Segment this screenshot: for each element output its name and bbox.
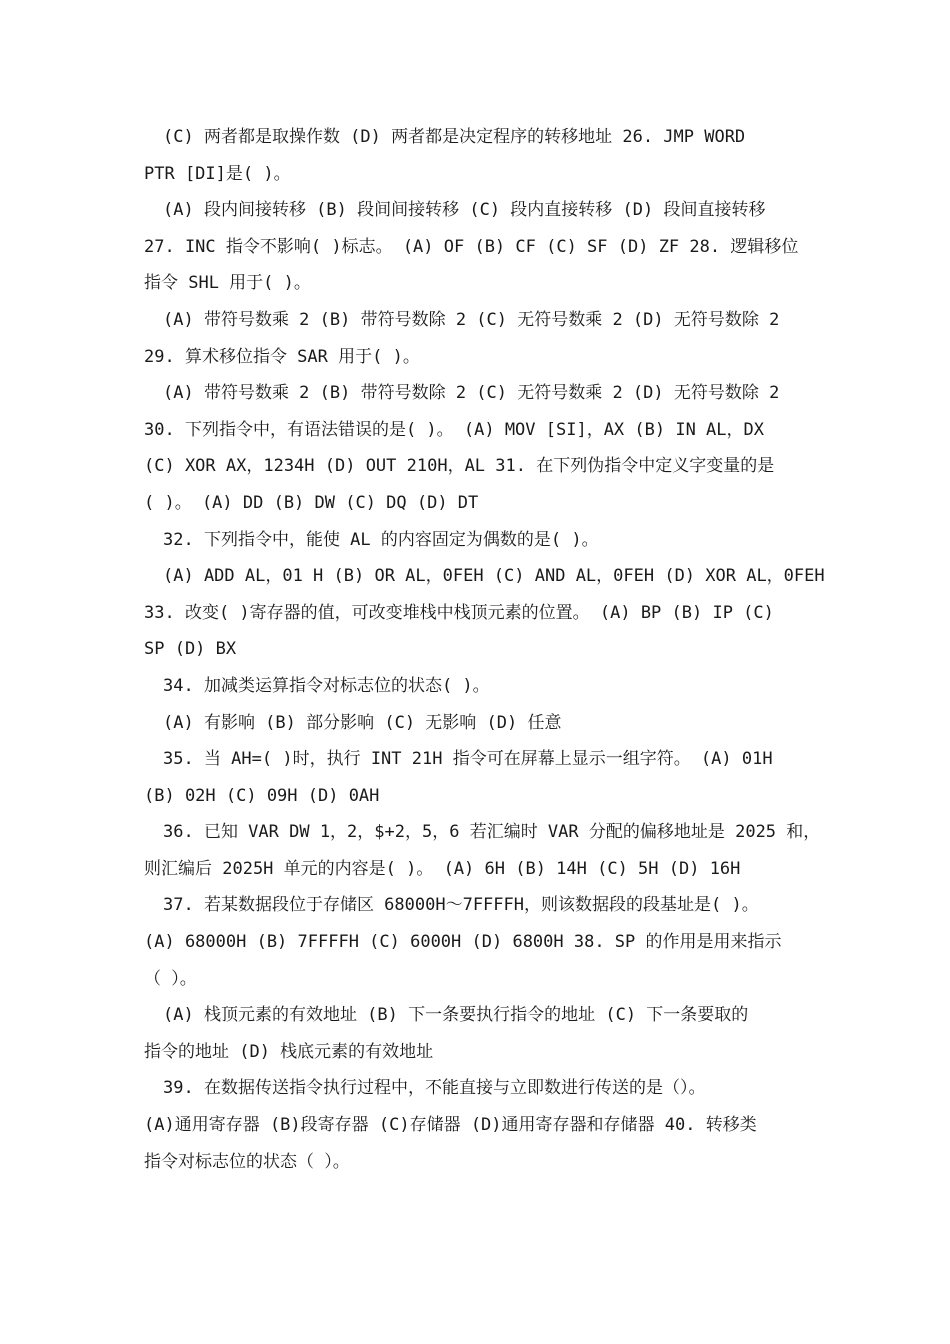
text-line: 34. 加减类运算指令对标志位的状态( )。 (163, 675, 490, 696)
text-line: 37. 若某数据段位于存储区 68000H～7FFFFH，则该数据段的段基址是( )。 (163, 895, 759, 916)
text-line: 39. 在数据传送指令执行过程中，不能直接与立即数进行传送的是（）。 (163, 1078, 706, 1099)
text-line: 29. 算术移位指令 SAR 用于( )。 (144, 346, 420, 367)
text-line: PTR [DI]是( )。 (144, 163, 291, 184)
text-line: 36. 已知 VAR DW 1，2，$+2，5，6 若汇编时 VAR 分配的偏移地址是 2025 和， (163, 822, 821, 843)
text-line: (B) 02H (C) 09H (D) 0AH (144, 785, 380, 806)
text-line: (A) ADD AL，01 H (B) OR AL，0FEH (C) AND AL，0FEH (D) XOR AL，0FEH (163, 566, 825, 587)
text-line: (A) 带符号数乘 2 (B) 带符号数除 2 (C) 无符号数乘 2 (D) 无符号数除 2 (163, 309, 780, 330)
text-line: 27. INC 指令不影响( )标志。 (A) OF (B) CF (C) SF (D) ZF 28. 逻辑移位 (144, 236, 799, 257)
text-line: 指令的地址 (D) 栈底元素的有效地址 (144, 1041, 434, 1062)
text-line: （ ）。 (144, 968, 197, 989)
text-line: 32. 下列指令中，能使 AL 的内容固定为偶数的是( )。 (163, 529, 599, 550)
text-line: 35. 当 AH=( )时，执行 INT 21H 指令可在屏幕上显示一组字符。 (A) 01H (163, 749, 773, 770)
text-line: SP (D) BX (144, 639, 237, 660)
text-line: (A) 68000H (B) 7FFFFH (C) 6000H (D) 6800H 38. SP 的作用是用来指示 (144, 932, 782, 953)
text-line: 则汇编后 2025H 单元的内容是( )。 (A) 6H (B) 14H (C) 5H (D) 16H (144, 858, 741, 879)
text-line: (A) 带符号数乘 2 (B) 带符号数除 2 (C) 无符号数乘 2 (D) 无符号数除 2 (163, 383, 780, 404)
question-text-block (144, 124, 824, 1185)
text-line: (C) 两者都是取操作数 (D) 两者都是决定程序的转移地址 26. JMP WORD (163, 127, 746, 147)
text-line: 指令 SHL 用于( )。 (144, 273, 311, 294)
text-line: (A) 段内间接转移 (B) 段间间接转移 (C) 段内直接转移 (D) 段间直接转移 (163, 200, 766, 221)
text-line: 指令对标志位的状态（ ）。 (144, 1151, 350, 1172)
text-line: (A) 栈顶元素的有效地址 (B) 下一条要执行指令的地址 (C) 下一条要取的 (163, 1005, 749, 1026)
text-line: ( )。 (A) DD (B) DW (C) DQ (D) DT (144, 492, 479, 513)
text-line: 30. 下列指令中，有语法错误的是( )。 (A) MOV [SI]，AX (B) IN AL，DX (144, 419, 764, 440)
text-line: (C) XOR AX，1234H (D) OUT 210H，AL 31. 在下列伪指令中定义字变量的是 (144, 456, 775, 477)
text-line: (A) 有影响 (B) 部分影响 (C) 无影响 (D) 任意 (163, 712, 562, 733)
text-line: 33. 改变( )寄存器的值，可改变堆栈中栈顶元素的位置。 (A) BP (B) IP (C) (144, 602, 774, 623)
text-line: (A)通用寄存器 (B)段寄存器 (C)存储器 (D)通用寄存器和存储器 40. 转移类 (144, 1115, 757, 1136)
